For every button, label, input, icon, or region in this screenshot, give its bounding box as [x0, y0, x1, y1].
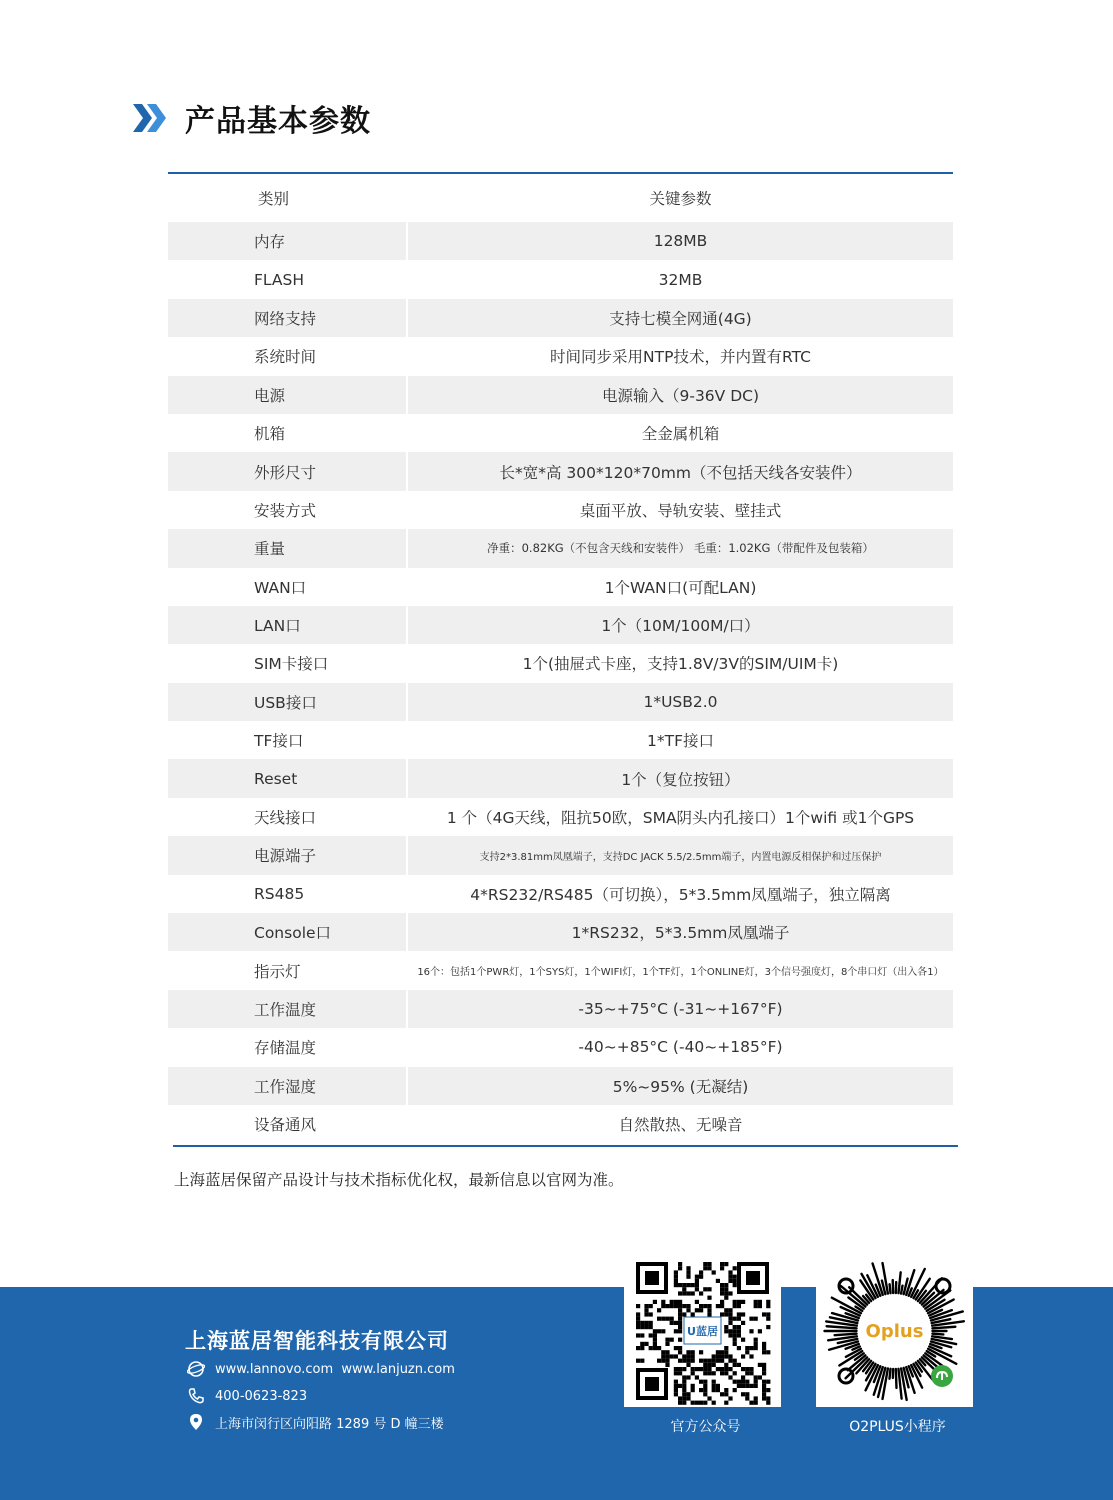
row-value: -40~+85°C (-40~+185°F) — [578, 1038, 783, 1057]
company-name: 上海蓝居智能科技有限公司 — [185, 1329, 449, 1353]
row-value: 1 个（4G天线，阻抗50欧，SMA阴头内孔接口）1个wifi 或1个GPS — [446, 809, 915, 828]
table-row — [168, 990, 953, 1028]
row-category: 工作温度 — [168, 990, 408, 1028]
section-header — [133, 96, 371, 140]
table-row — [168, 913, 953, 951]
table-row — [168, 1067, 953, 1105]
table-row — [168, 529, 953, 567]
page-title: 产品基本参数 — [185, 104, 371, 139]
phone-text[interactable]: 400-0623-823 — [215, 1388, 308, 1404]
row-category: Console口 — [168, 913, 408, 951]
table-row — [168, 875, 953, 913]
row-category: 电源端子 — [168, 836, 408, 874]
row-category: 内存 — [168, 222, 408, 260]
row-value: 1*RS232，5*3.5mm凤凰端子 — [571, 924, 790, 943]
row-category: 工作湿度 — [168, 1067, 408, 1105]
website-line — [186, 1359, 455, 1379]
qr-left-logo: U蓝居 — [687, 1325, 718, 1338]
table-row — [168, 491, 953, 529]
column-header-value: 关键参数 — [649, 190, 712, 208]
table-bottom-rule — [173, 1145, 958, 1147]
table-row — [168, 337, 953, 375]
address-text: 上海市闵行区向阳路 1289 号 D 幢三楼 — [215, 1416, 444, 1432]
row-category: 网络支持 — [168, 299, 408, 337]
row-value: -35~+75°C (-31~+167°F) — [578, 1000, 783, 1018]
row-value: 1个WAN口(可配LAN) — [604, 578, 757, 597]
table-row — [168, 414, 953, 452]
row-category: 设备通风 — [254, 1116, 317, 1135]
qr-right-logo: Oplus — [865, 1321, 924, 1342]
disclaimer-note: 上海蓝居保留产品设计与技术指标优化权，最新信息以官网为准。 — [174, 1171, 624, 1189]
table-row — [168, 836, 953, 874]
table-row — [168, 568, 953, 606]
table-row — [168, 606, 953, 644]
column-header-category: 类别 — [258, 190, 290, 208]
spec-table — [168, 172, 953, 1143]
globe-icon — [186, 1359, 206, 1379]
row-category: 外形尺寸 — [168, 452, 408, 490]
row-value: 1*TF接口 — [647, 732, 714, 751]
table-row — [168, 1105, 953, 1143]
row-value: 净重：0.82KG（不包含天线和安装件） 毛重：1.02KG（带配件及包装箱） — [487, 541, 874, 556]
row-value: 全金属机箱 — [641, 425, 720, 444]
row-category: 重量 — [168, 529, 408, 567]
row-category: LAN口 — [168, 606, 408, 644]
row-value: 16个：包括1个PWR灯，1个SYS灯，1个WIFI灯，1个TF灯，1个ONLINE灯，3个信号强度灯，8个串口灯（出入各1） — [417, 967, 944, 979]
row-value: 1个(抽屉式卡座，支持1.8V/3V的SIM/UIM卡) — [522, 655, 839, 674]
row-category: RS485 — [254, 884, 305, 903]
table-header-row — [168, 174, 953, 222]
table-row — [168, 759, 953, 797]
row-category: 机箱 — [254, 425, 286, 444]
row-value: 桌面平放、导轨安装、壁挂式 — [579, 501, 782, 520]
table-row — [168, 260, 953, 298]
table-row — [168, 798, 953, 836]
table-row — [168, 452, 953, 490]
row-category: TF接口 — [254, 732, 304, 751]
table-row — [168, 951, 953, 989]
row-value: 1个（10M/100M/口） — [601, 617, 760, 636]
double-chevron-icon — [133, 98, 173, 138]
wechat-qr-label: 官方公众号 — [670, 1419, 741, 1435]
qr-pattern — [624, 1256, 781, 1407]
row-value: 电源输入（9-36V DC) — [601, 386, 759, 405]
miniprogram-code-pattern — [816, 1256, 973, 1407]
table-row — [168, 299, 953, 337]
row-category: 天线接口 — [254, 809, 317, 828]
miniprogram-qr-label: O2PLUS小程序 — [849, 1419, 946, 1435]
row-value: 32MB — [658, 270, 703, 289]
row-value: 4*RS232/RS485（可切换），5*3.5mm凤凰端子，独立隔离 — [470, 885, 891, 904]
table-row — [168, 222, 953, 260]
phone-icon — [186, 1386, 206, 1406]
wechat-qr-code[interactable] — [624, 1256, 781, 1407]
phone-line — [186, 1386, 307, 1406]
address-line — [186, 1412, 444, 1432]
row-value: 1个（复位按钮） — [621, 770, 740, 789]
row-category: USB接口 — [168, 683, 408, 721]
miniprogram-qr-code[interactable] — [816, 1256, 973, 1407]
table-row — [168, 1028, 953, 1066]
row-category: WAN口 — [254, 578, 307, 597]
row-value: 128MB — [653, 232, 708, 251]
row-category: 电源 — [168, 376, 408, 414]
table-row — [168, 644, 953, 682]
row-category: Reset — [168, 759, 408, 797]
row-value: 5%~95% (无凝结) — [612, 1077, 749, 1096]
row-category: 安装方式 — [254, 501, 317, 520]
table-row — [168, 683, 953, 721]
website-text[interactable]: www.lannovo.com www.lanjuzn.com — [215, 1361, 455, 1377]
row-category: 指示灯 — [254, 962, 301, 981]
row-value: 自然散热、无噪音 — [618, 1116, 743, 1135]
row-category: SIM卡接口 — [254, 655, 329, 674]
row-category: FLASH — [254, 270, 305, 289]
row-category: 系统时间 — [254, 348, 317, 367]
row-value: 时间同步采用NTP技术，并内置有RTC — [550, 348, 811, 367]
table-row — [168, 721, 953, 759]
row-value: 支持七模全网通(4G) — [609, 309, 752, 328]
row-value: 长*宽*高 300*120*70mm（不包括天线各安装件） — [499, 463, 862, 482]
location-pin-icon — [186, 1412, 206, 1432]
row-value: 支持2*3.81mm凤凰端子，支持DC JACK 5.5/2.5mm端子，内置电源反相保护和过压保护 — [479, 851, 882, 863]
table-row — [168, 376, 953, 414]
row-category: 存储温度 — [254, 1039, 317, 1058]
row-value: 1*USB2.0 — [643, 692, 718, 711]
